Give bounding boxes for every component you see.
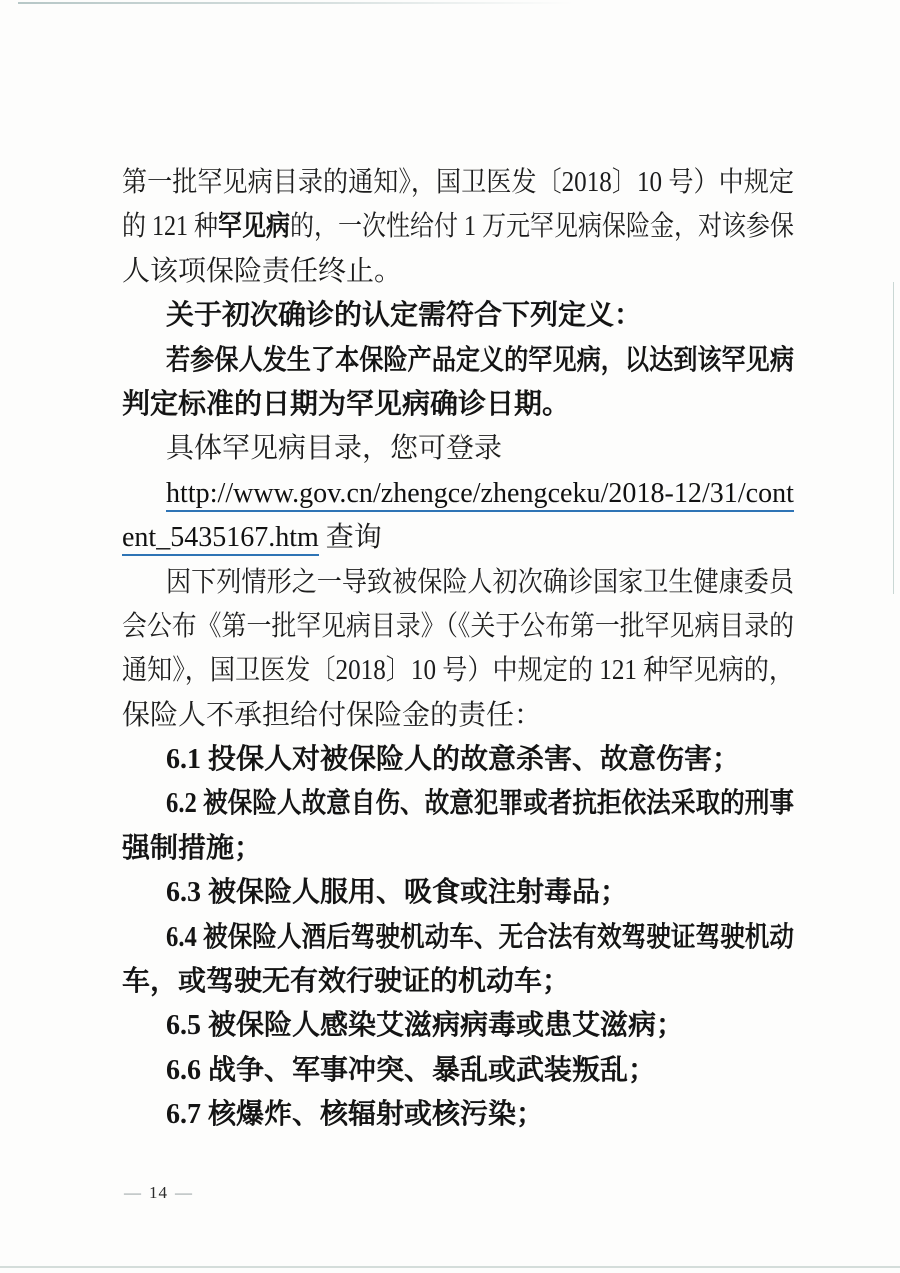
paragraph-catalog-url bbox=[122, 472, 794, 561]
text-segment: 6.3 被保险人服用、吸食或注射毒品； bbox=[166, 877, 629, 909]
text-line-content bbox=[166, 782, 794, 826]
text-line-content bbox=[122, 383, 570, 427]
scan-artifact-bottom-edge bbox=[0, 1266, 900, 1268]
text-line bbox=[122, 561, 794, 605]
text-segment: 的，一次性给付 1 万元罕见病保险金，对该参保 bbox=[290, 211, 794, 243]
text-line bbox=[122, 694, 794, 738]
text-segment: 的 121 种 bbox=[122, 211, 219, 243]
text-line bbox=[122, 383, 794, 427]
paragraph-exclusion-6-3 bbox=[122, 871, 794, 915]
paragraph-exclusion-6-2 bbox=[122, 782, 794, 871]
text-line bbox=[122, 649, 794, 693]
text-line-content bbox=[122, 205, 794, 249]
paragraph-catalog-intro bbox=[122, 427, 794, 471]
text-segment: 查询 bbox=[318, 522, 382, 554]
text-segment: 人该项保险责任终止。 bbox=[122, 255, 403, 287]
text-segment: 车，或驾驶无有效行驶证的机动车； bbox=[122, 966, 571, 998]
text-segment: 6.7 核爆炸、核辐射或核污染； bbox=[166, 1099, 545, 1131]
text-line bbox=[122, 782, 794, 826]
text-line-content bbox=[166, 738, 740, 782]
text-segment: 判定标准的日期为罕见病确诊日期。 bbox=[122, 388, 571, 420]
text-segment: 关于初次确诊的认定需符合下列定义： bbox=[166, 300, 643, 332]
text-line bbox=[122, 427, 794, 471]
text-line bbox=[122, 605, 794, 649]
text-line-content bbox=[166, 871, 628, 915]
text-line bbox=[122, 205, 794, 249]
page-number: 14 bbox=[149, 1183, 168, 1202]
footer-right-dash: — bbox=[175, 1183, 193, 1202]
text-line-content bbox=[122, 649, 794, 693]
scan-artifact-top-edge bbox=[18, 2, 574, 4]
text-line-content bbox=[166, 916, 794, 960]
text-segment: 6.1 投保人对被保险人的故意杀害、故意伤害； bbox=[166, 744, 741, 776]
text-segment: 6.4 被保险人酒后驾驶机动车、无合法有效驾驶证驾驶机动 bbox=[166, 921, 794, 953]
paragraph-body-continuation bbox=[122, 161, 794, 294]
paragraph-exclusion-6-1 bbox=[122, 738, 794, 782]
document-body bbox=[122, 161, 794, 1138]
text-line-content bbox=[122, 960, 570, 1004]
text-line bbox=[122, 827, 794, 871]
text-line bbox=[122, 738, 794, 782]
text-line-content bbox=[166, 472, 794, 516]
text-line bbox=[122, 960, 794, 1004]
text-line-content bbox=[122, 161, 794, 205]
text-line-content bbox=[122, 694, 542, 738]
text-line bbox=[122, 339, 794, 383]
paragraph-exclusion-6-5 bbox=[122, 1004, 794, 1048]
text-segment: 6.6 战争、军事冲突、暴乱或武装叛乱； bbox=[166, 1054, 657, 1086]
paragraph-definition-body bbox=[122, 339, 794, 428]
text-line-content bbox=[166, 561, 794, 605]
text-line-content bbox=[122, 250, 402, 294]
text-line bbox=[122, 516, 794, 560]
scan-artifact-right-edge bbox=[893, 282, 894, 594]
text-line bbox=[122, 161, 794, 205]
text-line-content bbox=[122, 516, 382, 560]
text-segment: 具体罕见病目录，您可登录 bbox=[166, 433, 503, 465]
text-line bbox=[122, 1004, 794, 1048]
gov-url-link[interactable]: http://www.gov.cn/zhengce/zhengceku/2018-12/31/cont bbox=[166, 478, 794, 512]
text-line-content bbox=[166, 1049, 656, 1093]
footer-left-dash: — bbox=[124, 1183, 142, 1202]
text-line-content bbox=[166, 1093, 544, 1137]
text-line-content bbox=[122, 605, 794, 649]
text-segment: 6.5 被保险人感染艾滋病病毒或患艾滋病； bbox=[166, 1010, 685, 1042]
text-line-content bbox=[166, 294, 642, 338]
text-line bbox=[122, 1093, 794, 1137]
paragraph-exclusions-intro bbox=[122, 561, 794, 739]
text-line bbox=[122, 871, 794, 915]
text-segment: 保险人不承担给付保险金的责任： bbox=[122, 699, 543, 731]
text-segment: 强制措施； bbox=[122, 832, 263, 864]
paragraph-exclusion-6-6 bbox=[122, 1049, 794, 1093]
text-line bbox=[122, 294, 794, 338]
gov-url-link[interactable]: ent_5435167.htm bbox=[122, 522, 319, 556]
text-segment: 会公布《第一批罕见病目录》（《关于公布第一批罕见病目录的 bbox=[122, 610, 794, 642]
text-line-content bbox=[166, 339, 794, 383]
paragraph-exclusion-6-4 bbox=[122, 916, 794, 1005]
text-segment: 6.2 被保险人故意自伤、故意犯罪或者抗拒依法采取的刑事 bbox=[166, 788, 794, 820]
text-line bbox=[122, 472, 794, 516]
page-footer bbox=[124, 1183, 193, 1203]
text-segment: 通知》，国卫医发〔2018〕10 号）中规定的 121 种罕见病的， bbox=[122, 655, 794, 687]
text-segment: 因下列情形之一导致被保险人初次确诊国家卫生健康委员 bbox=[166, 566, 794, 598]
text-line-content bbox=[166, 427, 502, 471]
text-line bbox=[122, 1049, 794, 1093]
text-segment: 第一批罕见病目录的通知》，国卫医发〔2018〕10 号）中规定 bbox=[122, 167, 794, 198]
text-line bbox=[122, 916, 794, 960]
text-line bbox=[122, 250, 794, 294]
paragraph-exclusion-6-7 bbox=[122, 1093, 794, 1137]
text-line-content bbox=[166, 1004, 684, 1048]
text-segment: 罕见病 bbox=[218, 211, 291, 243]
paragraph-definition-heading bbox=[122, 294, 794, 338]
text-segment: 若参保人发生了本保险产品定义的罕见病，以达到该罕见病 bbox=[166, 344, 794, 376]
text-line-content bbox=[122, 827, 262, 871]
